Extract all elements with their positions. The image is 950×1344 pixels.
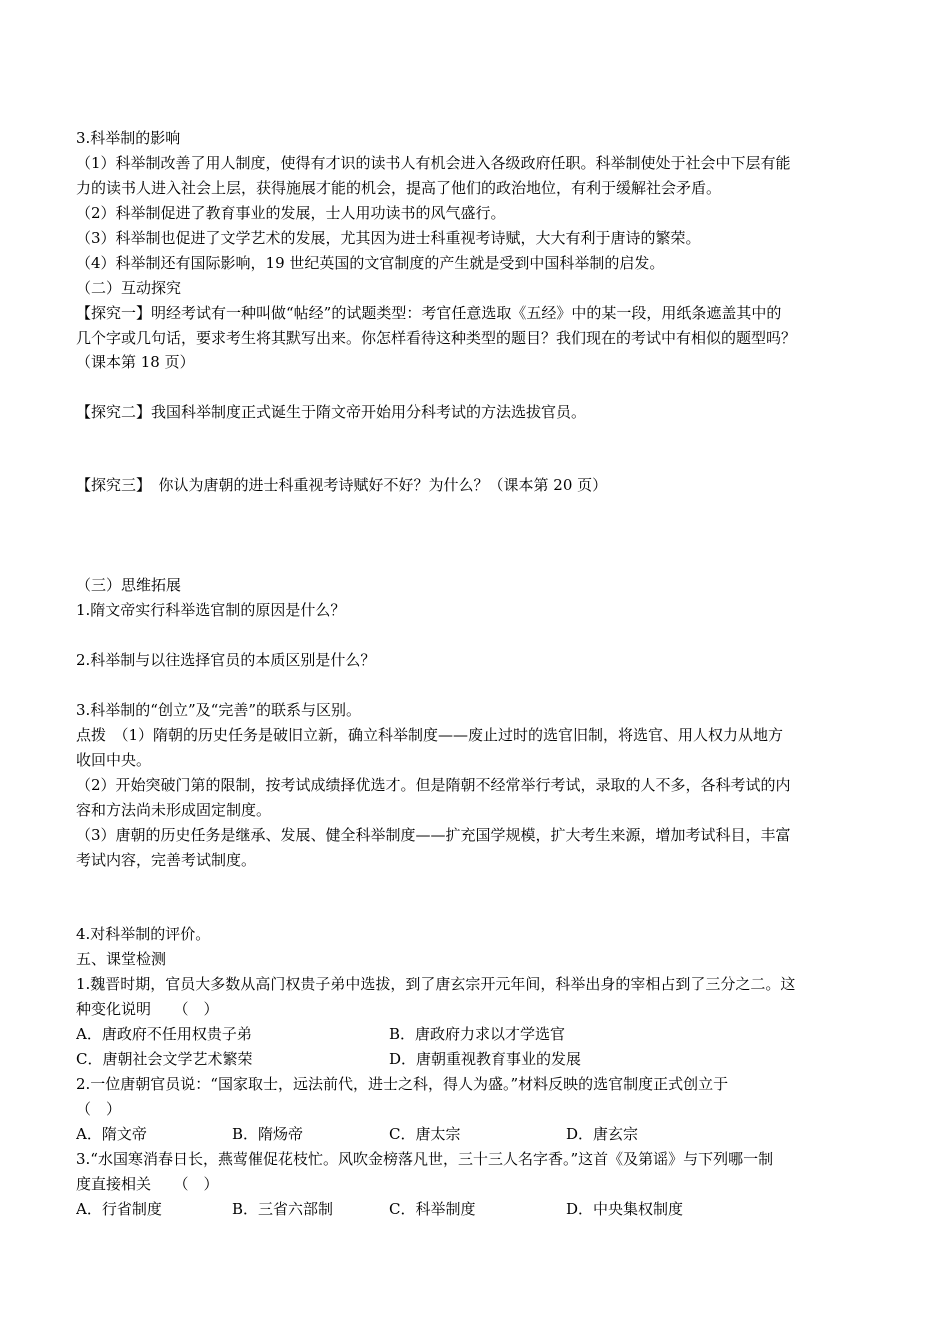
paragraph-line: 几个字或几句话，要求考生将其默写出来。你怎样看待这种类型的题目？我们现在的考试中有相似的题型吗？ [76, 329, 797, 347]
option: A．隋文帝 [76, 1125, 147, 1143]
paragraph-line: （4）科举制还有国际影响，19 世纪英国的文官制度的产生就是受到中国科举制的启发。 [76, 254, 665, 272]
options-row [76, 1049, 880, 1069]
paragraph-line: 容和方法尚未形成固定制度。 [76, 801, 272, 819]
option: C．唐太宗 [389, 1125, 461, 1143]
options-row [76, 1024, 880, 1044]
option: B．唐政府力求以才学选官 [389, 1025, 566, 1043]
question-line: 1.隋文帝实行科举选官制的原因是什么？ [76, 601, 346, 619]
paragraph-line: 力的读书人进入社会上层，获得施展才能的机会，提高了他们的政治地位，有利于缓解社会矛盾。 [76, 179, 722, 197]
option: C．科举制度 [389, 1200, 476, 1218]
options-row [76, 1124, 880, 1144]
paragraph-line: 【探究三】 你认为唐朝的进士科重视考诗赋好不好？为什么？（课本第 20 页） [76, 476, 608, 494]
paragraph-line: （1）科举制改善了用人制度，使得有才识的读书人有机会进入各级政府任职。科举制使处于社会中下层有能 [76, 154, 791, 172]
option: D．唐朝重视教育事业的发展 [389, 1050, 582, 1068]
question-line: 1.魏晋时期，官员大多数从高门权贵子弟中选拔，到了唐玄宗开元年间，科举出身的宰相占到了三分之二。这 [76, 975, 796, 993]
section-heading: （二）互动探究 [76, 279, 182, 297]
question-line: 度直接相关 （ ） [76, 1175, 219, 1193]
section-heading: 五、课堂检测 [76, 950, 167, 968]
question-line: 4.对科举制的评价。 [76, 925, 211, 943]
paragraph-line: 考试内容，完善考试制度。 [76, 851, 257, 869]
section-heading: （三）思维拓展 [76, 576, 182, 594]
option: C．唐朝社会文学艺术繁荣 [76, 1050, 253, 1068]
option: D．唐玄宗 [566, 1125, 639, 1143]
question-line: 种变化说明 （ ） [76, 1000, 219, 1018]
question-line: 3.“水国寒消春日长，燕莺催促花枝忙。风吹金榜落凡世，三十三人名字香。”这首《及第谣》与下列哪一制 [76, 1150, 774, 1168]
option: A．唐政府不任用权贵子弟 [76, 1025, 252, 1043]
options-row [76, 1199, 880, 1219]
paragraph-line: （2）开始突破门第的限制，按考试成绩择优选才。但是隋朝不经常举行考试，录取的人不多，各科考试的内 [76, 776, 791, 794]
question-line: 2.科举制与以往选择官员的本质区别是什么？ [76, 651, 376, 669]
paragraph-line: （3）科举制也促进了文学艺术的发展，尤其因为进士科重视考诗赋，大大有利于唐诗的繁荣。 [76, 229, 701, 247]
question-line: 3.科举制的“创立”及“完善”的联系与区别。 [76, 701, 361, 719]
paragraph-line: （2）科举制促进了教育事业的发展，士人用功读书的风气盛行。 [76, 204, 506, 222]
option: D．中央集权制度 [566, 1200, 684, 1218]
option: B．三省六部制 [232, 1200, 334, 1218]
question-line: （ ） [76, 1100, 122, 1118]
question-line: 2.一位唐朝官员说：“国家取士，远法前代，进士之科，得人为盛。”材料反映的选官制度正式创立于 [76, 1075, 729, 1093]
paragraph-line: （课本第 18 页） [76, 353, 195, 371]
option: A．行省制度 [76, 1200, 162, 1218]
heading-influence: 3.科举制的影响 [76, 129, 181, 147]
paragraph-line: 【探究一】明经考试有一种叫做“帖经”的试题类型：考官任意选取《五经》中的某一段，用纸条遮盖其中的 [76, 304, 782, 322]
paragraph-line: 点拨 （1）隋朝的历史任务是破旧立新，确立科举制度——废止过时的选官旧制，将选官、用人权力从地方 [76, 726, 784, 744]
paragraph-line: （3）唐朝的历史任务是继承、发展、健全科举制度——扩充国学规模，扩大考生来源，增加考试科目，丰富 [76, 826, 791, 844]
option: B．隋炀帝 [232, 1125, 304, 1143]
paragraph-line: 【探究二】我国科举制度正式诞生于隋文帝开始用分科考试的方法选拔官员。 [76, 403, 587, 421]
paragraph-line: 收回中央。 [76, 751, 152, 769]
